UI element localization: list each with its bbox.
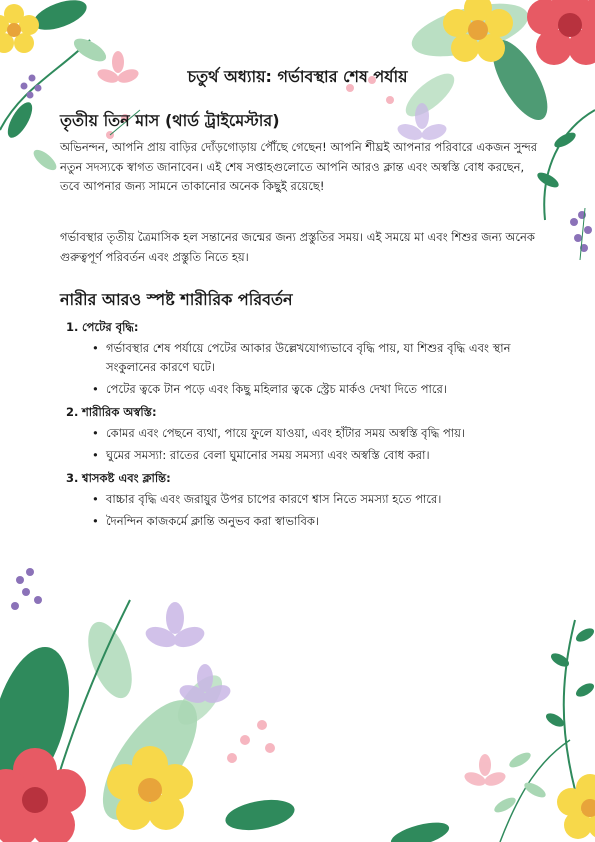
list-item-heading xyxy=(66,318,538,337)
bullet-list xyxy=(66,339,538,399)
bullet-item: • কোমর এবং পেছনে ব্যথা, পায়ে ফুলে যাওয়া, এবং হাঁটার সময় অস্বস্তি বৃদ্ধি পায়। xyxy=(92,424,538,443)
bullet-item: • ঘুমের সমস্যা: রাতের বেলা ঘুমানোর সময় সমস্যা এবং অস্বস্তি বোধ করা। xyxy=(92,446,538,465)
list-item-title: শ্বাসকষ্ট এবং ক্লান্তি: xyxy=(82,471,171,485)
list-item-title: শারীরিক অস্বস্তি: xyxy=(82,405,157,419)
page-title: চতুর্থ অধ্যায়: গর্ভাবস্থার শেষ পর্যায় xyxy=(187,67,408,86)
list-item-title: পেটের বৃদ্ধি: xyxy=(82,320,139,334)
list-item xyxy=(66,318,538,399)
list-item-number: 3. xyxy=(66,471,79,485)
bullet-item: • পেটের ত্বকে টান পড়ে এবং কিছু মহিলার ত্বকে স্ট্রেচ মার্কও দেখা দিতে পারে। xyxy=(92,380,538,399)
list-item xyxy=(66,403,538,465)
bullet-list xyxy=(66,490,538,531)
bullet-item: • বাচ্চার বৃদ্ধি এবং জরায়ুর উপর চাপের কারণে শ্বাস নিতে সমস্যা হতে পারে। xyxy=(92,490,538,509)
list-item xyxy=(66,469,538,531)
section-heading-third-trimester: তৃতীয় তিন মাস (থার্ড ট্রাইমেস্টার) xyxy=(60,111,280,130)
bullet-item: • দৈনন্দিন কাজকর্মে ক্লান্তি অনুভব করা স্বাভাবিক। xyxy=(92,512,538,531)
physical-changes-list xyxy=(66,318,538,535)
bullet-item: • গর্ভাবস্থার শেষ পর্যায়ে পেটের আকার উল্লেখযোগ্যভাবে বৃদ্ধি পায়, যা শিশুর বৃদ্ধি এবং স্থান সংকুলানের কারণে ঘটে। xyxy=(92,339,538,377)
list-item-heading xyxy=(66,403,538,422)
bullet-list xyxy=(66,424,538,465)
intro-paragraph: অভিনন্দন, আপনি প্রায় বাড়ির দোঁড়গোড়ায় পৌঁছে গেছেন! আপনি শীঘ্রই আপনার পরিবারে একজন সুন্দর নতুন সদস্যকে স্বাগত জানাবেন। এই শেষ সপ্তাহগুলোতে আপনি আরও ক্লান্ত এবং অস্বস্তি বোধ করছেন, তবে আপনার জন্য সামনে তাকানোর অনেক কিছুই রয়েছে! xyxy=(60,140,538,193)
list-item-number: 2. xyxy=(66,405,79,419)
list-item-heading xyxy=(66,469,538,488)
list-item-number: 1. xyxy=(66,320,79,334)
section-heading-physical-changes: নারীর আরও স্পষ্ট শারীরিক পরিবর্তন xyxy=(60,290,293,309)
trimester-description-paragraph: গর্ভাবস্থার তৃতীয় ত্রৈমাসিক হল সন্তানের জন্মের জন্য প্রস্তুতির সময়। এই সময়ে মা এবং শিশুর জন্য অনেক গুরুত্বপূর্ণ পরিবর্তন এবং প্রস্তুতি নিতে হয়। xyxy=(60,230,535,264)
